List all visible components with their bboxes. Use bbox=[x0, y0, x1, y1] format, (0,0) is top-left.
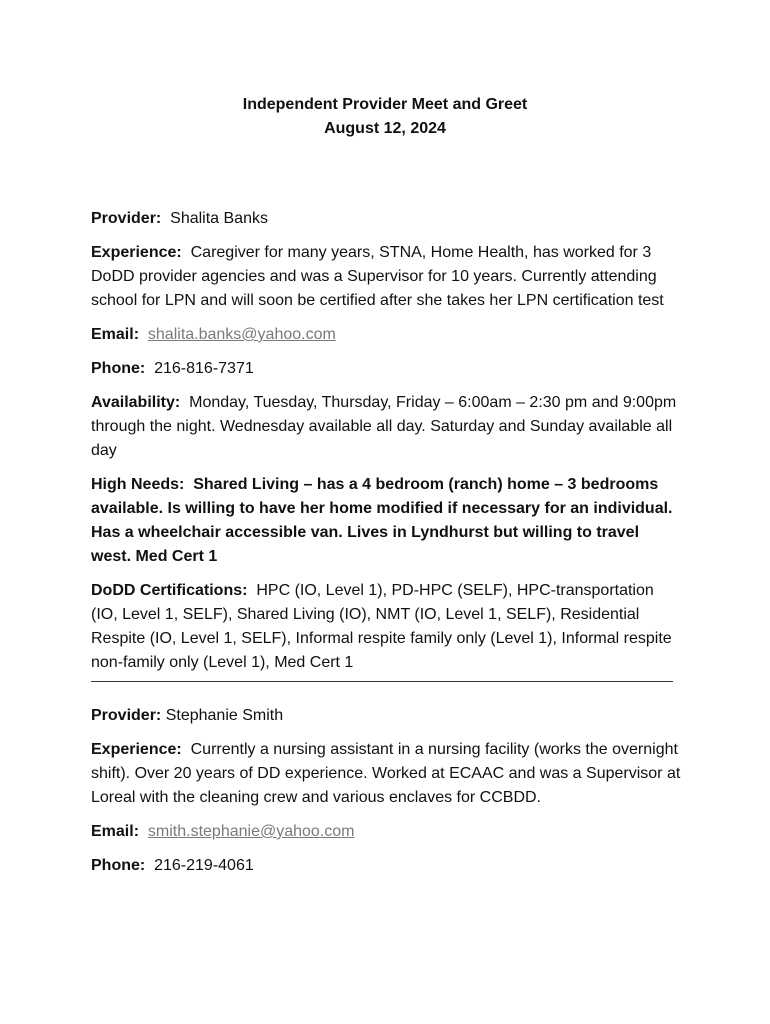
provider-1-name-line bbox=[91, 207, 681, 231]
provider-2-phone: 216-219-4061 bbox=[154, 857, 254, 874]
document-title: Independent Provider Meet and Greet bbox=[242, 96, 528, 113]
provider-1-experience bbox=[91, 241, 681, 313]
provider-1-email-line bbox=[91, 323, 681, 347]
document-body bbox=[91, 207, 681, 888]
document-date: August 12, 2024 bbox=[324, 120, 446, 137]
provider-2-phone-line bbox=[91, 854, 681, 878]
availability-label: Availability: bbox=[91, 394, 181, 411]
provider-1-availability-text: Monday, Tuesday, Thursday, Friday – 6:00am – 2:30 pm and 9:00pm through the night. Wednesday available all day. Saturday and Sunday available all day bbox=[91, 394, 677, 459]
phone-label: Phone: bbox=[91, 360, 146, 377]
provider-1-phone: 216-816-7371 bbox=[154, 360, 254, 377]
provider-1-certifications bbox=[91, 579, 681, 675]
provider-1-certifications-text: HPC (IO, Level 1), PD-HPC (SELF), HPC-transportation (IO, Level 1, SELF), Shared Living (IO), NMT (IO, Level 1, SELF), Residential Respite (IO, Level 1, SELF), Informal respite family only (Level 1), Informal respite non-family only (Level 1), Med Cert 1 bbox=[91, 582, 672, 671]
provider-1-high-needs-text: Shared Living – has a 4 bedroom (ranch) home – 3 bedrooms available. Is willing to have her home modified if necessary for an individual. Has a wheelchair accessible van. Lives in Lyndhurst but willing to travel west. Med Cert 1 bbox=[91, 476, 673, 565]
experience-label: Experience: bbox=[91, 741, 182, 758]
high-needs-label: High Needs: bbox=[91, 476, 185, 493]
phone-label: Phone: bbox=[91, 857, 146, 874]
provider-label: Provider: bbox=[91, 210, 162, 227]
provider-2-experience-text: Currently a nursing assistant in a nursing facility (works the overnight shift). Over 20 years of DD experience. Worked at ECAAC and was a Supervisor at Loreal with the cleaning crew and various enclaves for CCBDD. bbox=[91, 741, 681, 806]
provider-2-name: Stephanie Smith bbox=[165, 707, 284, 724]
email-label: Email: bbox=[91, 326, 140, 343]
provider-1-availability bbox=[91, 391, 681, 463]
email-label: Email: bbox=[91, 823, 140, 840]
section-divider bbox=[91, 681, 673, 682]
certifications-label: DoDD Certifications: bbox=[91, 582, 248, 599]
provider-1-name: Shalita Banks bbox=[170, 210, 268, 227]
provider-1-experience-text: Caregiver for many years, STNA, Home Health, has worked for 3 DoDD provider agencies and was a Supervisor for 10 years. Currently attending school for LPN and will soon be certified after she takes her LPN certification test bbox=[91, 244, 664, 309]
provider-1-high-needs bbox=[91, 473, 681, 569]
provider-2-experience bbox=[91, 738, 681, 810]
provider-1-phone-line bbox=[91, 357, 681, 381]
provider-2-email-link[interactable]: smith.stephanie@yahoo.com bbox=[147, 823, 355, 840]
experience-label: Experience: bbox=[91, 244, 182, 261]
provider-1-email-link[interactable]: shalita.banks@yahoo.com bbox=[147, 326, 336, 343]
document-header bbox=[0, 93, 770, 141]
provider-2-email-line bbox=[91, 820, 681, 844]
provider-label: Provider: bbox=[91, 707, 162, 724]
provider-2-name-line bbox=[91, 704, 681, 728]
